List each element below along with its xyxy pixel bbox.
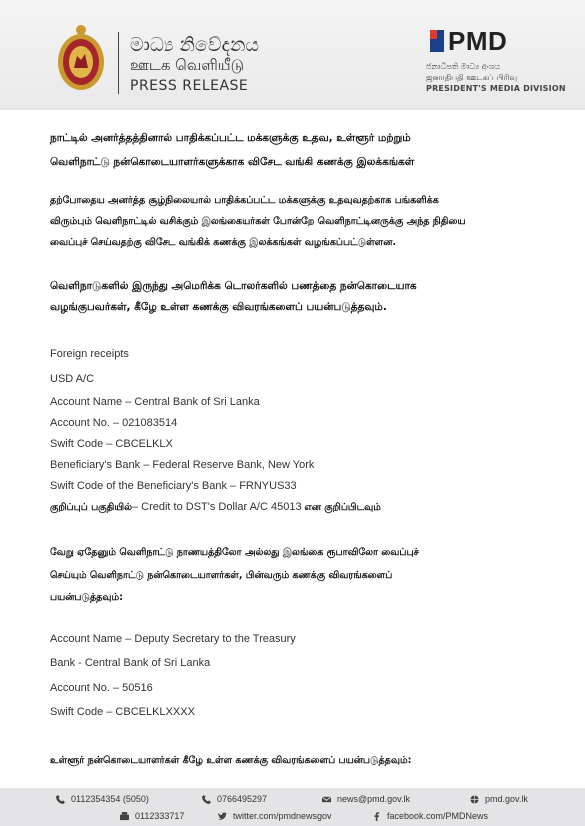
heading-line-1: நாட்டில் அனர்த்தத்தினால் பாதிக்கப்பட்ட மக்களுக்கு உதவ, உள்ளூர் மற்றும்: [50, 132, 411, 144]
header-divider: [118, 32, 119, 94]
foreign-line-2: USD A/C: [50, 373, 95, 385]
heading-line-2: வெளிநாட்டு நன்கொடையாளர்களுக்காக விசேட வங்கி கணக்கு இலக்கங்கள்: [50, 156, 415, 168]
footer-web: [470, 794, 528, 804]
para1-line-1: தற்போதைய அனர்த்த சூழ்நிலையால் பாதிக்கப்பட்ட மக்களுக்கு உதவுவதற்காக பங்களிக்க: [50, 195, 439, 206]
footer-fax: [120, 811, 184, 821]
para3-line-2: செய்யும் வெளிநாட்டு நன்கொடையாளர்கள், பின்வரும் கணக்கு விவரங்களைப்: [50, 570, 393, 581]
fax-number[interactable]: 0112333717: [135, 811, 185, 821]
local-line-2: Bank - Central Bank of Sri Lanka: [50, 657, 211, 669]
para2-line-1: வெளிநாடுகளில் இருந்து அமெரிக்க டொலர்களில் பணத்தை நன்கொடையாக: [50, 280, 417, 292]
reference-suffix: என குறிப்பிடவும்: [304, 502, 381, 513]
pmd-english: PRESIDENT'S MEDIA DIVISION: [426, 84, 566, 93]
foreign-line-4: Account No. – 021083514: [50, 417, 178, 429]
email-link[interactable]: news@pmd.gov.lk: [337, 794, 410, 804]
footer-facebook: [372, 811, 488, 821]
local-line-4: Swift Code – CBCELKLXXXX: [50, 706, 195, 718]
foreign-line-8: [50, 501, 381, 514]
mobile-number[interactable]: 0766495297: [217, 794, 268, 804]
footer-email: [322, 794, 410, 804]
footer-mobile: [202, 794, 267, 804]
globe-icon: [470, 795, 479, 804]
local-line-1: Account Name – Deputy Secretary to the Treasury: [50, 633, 296, 645]
footer: [0, 788, 585, 826]
title-sinhala: මාධ්‍ය නිවේදනය: [130, 34, 260, 56]
pmd-sinhala: ජනාධිපති මාධ්‍ය අංශය: [426, 62, 501, 71]
phone-number[interactable]: 0112354354 (5050): [71, 794, 149, 804]
local-line-3: Account No. – 50516: [50, 682, 153, 694]
web-link[interactable]: pmd.gov.lk: [485, 794, 528, 804]
para2-line-2: வழங்குபவர்கள், கீழே உள்ள கணக்கு விவரங்களைப் பயன்படுத்தவும்.: [50, 301, 387, 313]
reference-label: குறிப்புப் பகுதியில்: [50, 502, 132, 513]
pmd-logo-accent-icon: [430, 30, 437, 39]
reference-value: – Credit to DST's Dollar A/C 45013: [131, 501, 302, 513]
para1-line-3: வைப்புச் செய்வதற்கு விசேட வங்கிக் கணக்கு இலக்கங்கள் வழங்கப்பட்டுள்ளன.: [50, 237, 397, 248]
pmd-tamil: ஜனாதிபதி ஊடகப் பிரிவு: [426, 73, 517, 82]
foreign-line-7: Swift Code of the Beneficiary's Bank – FRNYUS33: [50, 480, 297, 492]
foreign-line-1: Foreign receipts: [50, 348, 129, 360]
twitter-icon: [218, 812, 227, 821]
mail-icon: [322, 795, 331, 804]
letterhead: [0, 0, 585, 110]
fax-icon: [120, 812, 129, 821]
facebook-icon: [372, 812, 381, 821]
foreign-line-3: Account Name – Central Bank of Sri Lanka: [50, 396, 260, 408]
para1-line-2: விரும்பும் வெளிநாட்டில் வசிக்கும் இலங்கையர்கள் போன்றே வெளிநாட்டினருக்கு அந்த நிதியை: [50, 216, 466, 227]
facebook-link[interactable]: facebook.com/PMDNews: [387, 811, 489, 821]
para4: உள்ளூர் நன்கொடையாளர்கள் கீழே உள்ள கணக்கு விவரங்களைப் பயன்படுத்தவும்:: [50, 755, 412, 766]
sri-lanka-emblem-icon: [56, 24, 106, 92]
para3-line-1: வேறு ஏதேனும் வெளிநாட்டு நாணயத்திலோ அல்லது இலங்கை ரூபாவிலோ வைப்புச்: [50, 547, 419, 558]
title-tamil: ஊடக வெளியீடு: [130, 56, 245, 74]
foreign-line-5: Swift Code – CBCELKLX: [50, 438, 173, 450]
foreign-line-6: Beneficiary's Bank – Federal Reserve Bank, New York: [50, 459, 315, 471]
phone-icon: [202, 795, 211, 804]
para3-line-3: பயன்படுத்தவும்:: [50, 592, 123, 603]
footer-twitter: [218, 811, 332, 821]
footer-phone: [56, 794, 149, 804]
twitter-link[interactable]: twitter.com/pmdnewsgov: [233, 811, 332, 821]
pmd-logo: PMD: [448, 26, 508, 56]
phone-icon: [56, 795, 65, 804]
title-english: PRESS RELEASE: [130, 78, 249, 94]
